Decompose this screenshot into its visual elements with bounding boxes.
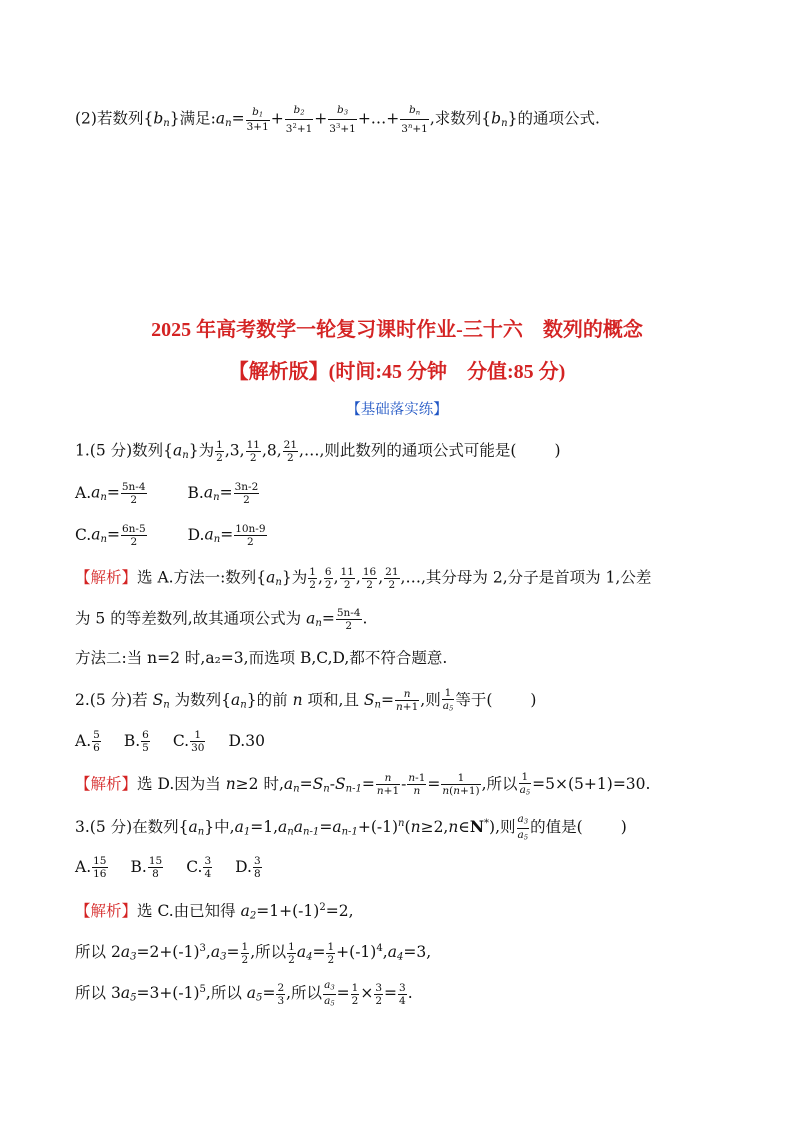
q3-stem-d: 的值是( [530, 818, 583, 837]
fraction: $\frac{2}{3}$ [277, 981, 285, 1007]
q1-stem-a: 1.(5 分)数列 [75, 441, 164, 460]
fraction: $\frac{1}{a_5}$ [442, 687, 454, 713]
q2-stem-e: ,则 [420, 690, 441, 709]
q1-stem: 1.(5 分)数列$\{a_n\}$为 $\frac{1}{2}$ ,3, $\frac{11}{2}$ ,8, $\frac{21}{2}$ ,…,则此数列的通项公式可能是( ) [75, 439, 561, 464]
q2-option-b-label: B. [123, 731, 141, 750]
q2-options [75, 729, 265, 754]
prev-question-end: 的通项公式. [517, 109, 600, 128]
fraction: $\frac{1}{2}$ [241, 940, 249, 966]
fraction: $\frac{1}{2}$ [216, 439, 223, 464]
q1-option-d-label: D. [187, 525, 205, 544]
analysis-tag: 【解析】 [75, 774, 138, 793]
fraction: $\frac{n}{n+1}$ [376, 772, 400, 798]
page-title: 2025 年高考数学一轮复习课时作业-三十六 数列的概念 [151, 319, 643, 341]
q3-analysis-line2: 所以 $2a_3=2+(-1)^3,a_3=$ $\frac{1}{2}$ ,所以 $\frac{1}{2}$ $a_4=$ $\frac{1}{2}$ $+(-1)^4,a_4=3$, [75, 940, 432, 966]
q2-analysis-a: 选 D.因为当 [137, 774, 221, 793]
q1-options-row2: $C.a_n=$ $\frac{6n-5}{2}$ $D.a_n=$ $\frac{10n-9}{2}$ [75, 523, 266, 548]
fraction: $\frac{b_3}{3^3+1}$ [329, 104, 356, 135]
q2-analysis-c: ,所以 [481, 774, 518, 793]
fraction: $\frac{b_1}{3+1}$ [246, 105, 269, 134]
fraction: $\frac{16}{2}$ [362, 566, 377, 591]
fraction: $\frac{3}{8}$ [253, 855, 261, 880]
q3-stem: 3.(5 分)在数列$\{a_n\}$中$,a_1=1,a_na_{n-1}=a_{n-1}+(-1)^n(n\ge 2,n\in N^*)$,则 $\frac{a_3}{a_5}$ 的值是( ) [75, 813, 627, 842]
q3-line2-a: 所以 [75, 943, 107, 962]
fraction: $\frac{15}{16}$ [93, 855, 107, 880]
q3-stem-b: 中, [214, 818, 235, 837]
q2-option-a-label: A. [75, 731, 92, 750]
prev-question-line: (2)若数列$\{b_n\}$满足$:a_n=$ $\frac{b_1}{3+1}$ + $\frac{b_2}{3^2+1}$ + $\frac{b_3}{3^3+1}$ +…+ $\frac{b_n}{3^n+1}$ ,求数列$\{b_n\}$的通项公式. [75, 104, 600, 135]
q1-analysis-b: 为 [291, 568, 308, 587]
q3-line3-c: ,所以 [286, 984, 323, 1003]
prev-question-mid: 满足: [179, 109, 216, 128]
fraction: $\frac{1}{2}$ [327, 940, 335, 966]
q1-analysis-d: 为 5 的等差数列,故其通项公式为 [75, 609, 302, 628]
section-heading: 【基础落实练】 [346, 402, 448, 418]
q1-options-row1: $A.a_n=$ $\frac{5n-4}{2}$ $B.a_n=$ $\frac{3n-2}{2}$ [75, 481, 259, 506]
q2-analysis-b: 时, [263, 774, 284, 793]
fraction: $\frac{11}{2}$ [246, 439, 260, 464]
fraction: $\frac{21}{2}$ [283, 439, 298, 464]
q3-analysis-a: 选 C.由已知得 [137, 902, 236, 921]
fraction: $\frac{a_3}{a_5}$ [324, 979, 335, 1008]
fraction: $\frac{1}{30}$ [191, 729, 205, 754]
q1-stem-b: 为 [198, 441, 215, 460]
fraction: $\frac{3}{2}$ [375, 981, 383, 1007]
fraction: $\frac{3n-2}{2}$ [234, 481, 259, 506]
q1-analysis: 【解析】选 A.方法一:数列$\{a_n\}$为 $\frac{1}{2}$ , $\frac{6}{2}$ , $\frac{11}{2}$ , $\frac{16}{2}$ , $\frac{21}{2}$ ,…,其分母为 2,分子是首项为 1,公差 [75, 566, 652, 591]
q1-method2: 方法二:当 n=2 时,a₂=3,而选项 B,C,D,都不符合题意. [75, 649, 448, 667]
q2-option-c-label: C. [172, 731, 190, 750]
page-subtitle: 【解析版】(时间:45 分钟 分值:85 分) [228, 361, 566, 383]
q1-analysis-c: ,…,其分母为 2,分子是首项为 1,公差 [400, 568, 652, 587]
q2-stem-f: 等于( [455, 690, 493, 709]
fraction: $\frac{5}{6}$ [93, 729, 100, 754]
q2-stem: 2.(5 分)若 $S_n$ 为数列$\{a_n\}$的前 n 项和,且 $S_n=$ $\frac{n}{n+1}$ ,则 $\frac{1}{a_5}$ 等于( ) [75, 687, 537, 714]
fraction: $\frac{6}{5}$ [142, 729, 149, 754]
fraction: $\frac{1}{2}$ [309, 566, 316, 591]
fraction: $\frac{6n-5}{2}$ [121, 523, 146, 548]
fraction: $\frac{n}{n+1}$ [396, 688, 419, 714]
analysis-tag: 【解析】 [75, 568, 138, 587]
q1-analysis-cont: 为 5 的等差数列,故其通项公式为 $a_n=$ $\frac{5n-4}{2}$ . [75, 607, 368, 632]
prev-question-tail: ,求数列 [429, 109, 482, 128]
fraction: $\frac{1}{a_5}$ [519, 771, 531, 797]
analysis-tag: 【解析】 [75, 902, 138, 921]
fraction: $\frac{3}{4}$ [204, 855, 212, 880]
q1-stem-d: ) [554, 441, 561, 460]
q2-stem-a: 2.(5 分)若 [75, 690, 148, 709]
q3-line3-b: ,所以 [205, 984, 242, 1003]
q3-option-c-label: C. [186, 857, 203, 876]
q1-option-b-label: B. [187, 483, 204, 502]
q3-stem-e: ) [620, 818, 627, 837]
q3-stem-c: ,则 [495, 818, 516, 837]
fraction: $\frac{1}{2}$ [288, 940, 295, 966]
fraction: $\frac{5n-4}{2}$ [121, 481, 146, 506]
q3-option-a-label: A. [75, 857, 92, 876]
q3-option-b-label: B. [130, 857, 147, 876]
q1-option-a-label: A. [75, 483, 92, 502]
q3-option-d-label: D. [235, 857, 252, 876]
fraction: $\frac{21}{2}$ [385, 566, 399, 591]
fraction: $\frac{n-1}{n}$ [408, 772, 426, 798]
q2-analysis: 【解析】选 D.因为当 n≥2 时$,a_n=S_n-S_{n-1}=$ $\frac{n}{n+1}$ - $\frac{n-1}{n}$ = $\frac{1}{n(n+1)}$ ,所以 $\frac{1}{a_5}$ =5×(5+1)=30. [75, 771, 651, 798]
q3-line3-a: 所以 [75, 984, 107, 1003]
fraction: $\frac{1}{n(n+1)}$ [442, 772, 480, 798]
fraction: $\frac{15}{8}$ [148, 855, 163, 880]
q2-stem-d: 项和,且 [307, 690, 359, 709]
fraction: $\frac{10n-9}{2}$ [235, 523, 266, 548]
q2-stem-b: 为数列 [174, 690, 222, 709]
q3-analysis: 【解析】选 C.由已知得 $a_2=1+(-1)^2=2$, [75, 902, 354, 922]
q1-analysis-a: 选 A.方法一:数列 [137, 568, 257, 587]
q1-option-c-label: C. [75, 525, 92, 544]
q3-options [75, 855, 263, 880]
q2-stem-g: ) [530, 690, 537, 709]
q2-option-d-label: D.30 [228, 731, 265, 750]
fraction: $\frac{6}{2}$ [324, 566, 332, 591]
fraction: $\frac{3}{4}$ [399, 981, 406, 1007]
fraction: $\frac{5n-4}{2}$ [336, 607, 361, 632]
fraction: $\frac{b_n}{3^n+1}$ [401, 104, 428, 135]
q2-analysis-d: =5×(5+1)=30. [532, 774, 651, 793]
fraction: $\frac{b_2}{3^2+1}$ [285, 104, 313, 135]
q2-stem-c: 的前 [256, 690, 288, 709]
q1-stem-c: ,…,则此数列的通项公式可能是( [299, 441, 517, 460]
fraction: $\frac{1}{2}$ [351, 981, 359, 1007]
fraction: $\frac{a_3}{a_5}$ [517, 813, 529, 842]
q3-stem-a: 3.(5 分)在数列 [75, 818, 179, 837]
q3-line2-b: ,所以 [250, 943, 287, 962]
fraction: $\frac{11}{2}$ [340, 566, 354, 591]
prev-question-lead: (2)若数列 [75, 109, 144, 128]
q3-analysis-line3: 所以 $3a_5=3+(-1)^5$,所以 $a_5=$ $\frac{2}{3}$ ,所以 $\frac{a_3}{a_5}$ = $\frac{1}{2}$ × $\frac{3}{2}$ = $\frac{3}{4}$ . [75, 979, 413, 1008]
